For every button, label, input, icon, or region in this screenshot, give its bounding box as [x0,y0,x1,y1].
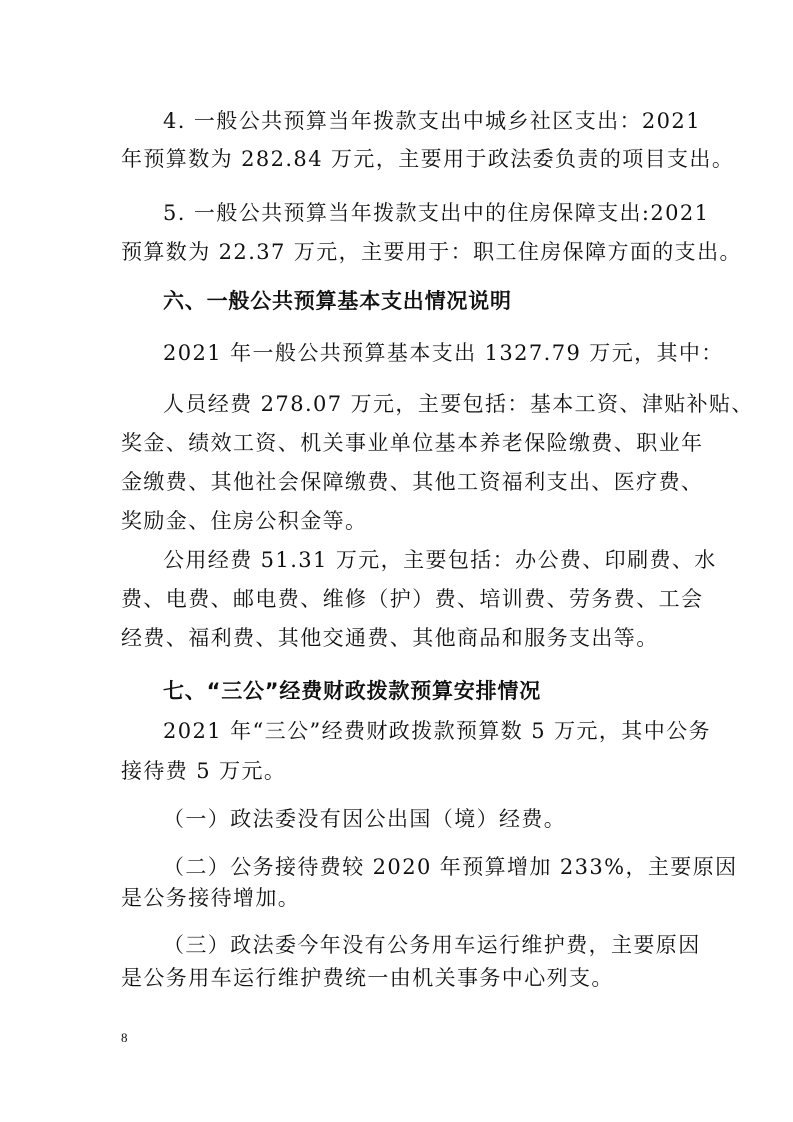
para-housing-line2: 预算数为 22.37 万元，主要用于：职工住房保障方面的支出。 [121,240,742,264]
item-vehicles-line1: （三）政法委今年没有公务用车运行维护费，主要原因 [163,933,701,957]
section-7-heading: 七、“三公”经费财政拨款预算安排情况 [163,679,542,703]
section-7-summary-line2: 接待费 5 万元。 [121,759,287,783]
section-6-summary: 2021 年一般公共预算基本支出 1327.79 万元，其中： [163,341,724,365]
item-vehicles-line2: 是公务用车运行维护费统一由机关事务中心列支。 [121,966,614,990]
page-number: 8 [121,1030,128,1045]
section-7-summary-line1: 2021 年“三公”经费财政拨款预算数 5 万元，其中公务 [163,719,711,743]
para-urban-rural-line1: 4. 一般公共预算当年拨款支出中城乡社区支出：2021 [163,109,701,133]
public-expense-line1: 公用经费 51.31 万元，主要包括：办公费、印刷费、水 [163,548,717,572]
public-expense-line3: 经费、福利费、其他交通费、其他商品和服务支出等。 [121,626,659,650]
personnel-expense-line4: 奖励金、住房公积金等。 [121,509,368,533]
para-urban-rural-line2: 年预算数为 282.84 万元，主要用于政法委负责的项目支出。 [121,147,735,171]
personnel-expense-line3: 金缴费、其他社会保障缴费、其他工资福利支出、医疗费、 [121,470,704,494]
para-housing-line1: 5. 一般公共预算当年拨款支出中的住房保障支出:2021 [163,201,710,225]
item-reception-line1: （二）公务接待费较 2020 年预算增加 233%，主要原因 [163,855,738,879]
public-expense-line2: 费、电费、邮电费、维修（护）费、培训费、劳务费、工会 [121,587,704,611]
personnel-expense-line2: 奖金、绩效工资、机关事业单位基本养老保险缴费、职业年 [121,431,704,455]
item-overseas-travel: （一）政法委没有因公出国（境）经费。 [163,807,567,831]
section-6-heading: 六、一般公共预算基本支出情况说明 [163,289,512,313]
item-reception-line2: 是公务接待增加。 [121,886,301,910]
personnel-expense-line1: 人员经费 278.07 万元，主要包括：基本工资、津贴补贴、 [163,392,754,416]
